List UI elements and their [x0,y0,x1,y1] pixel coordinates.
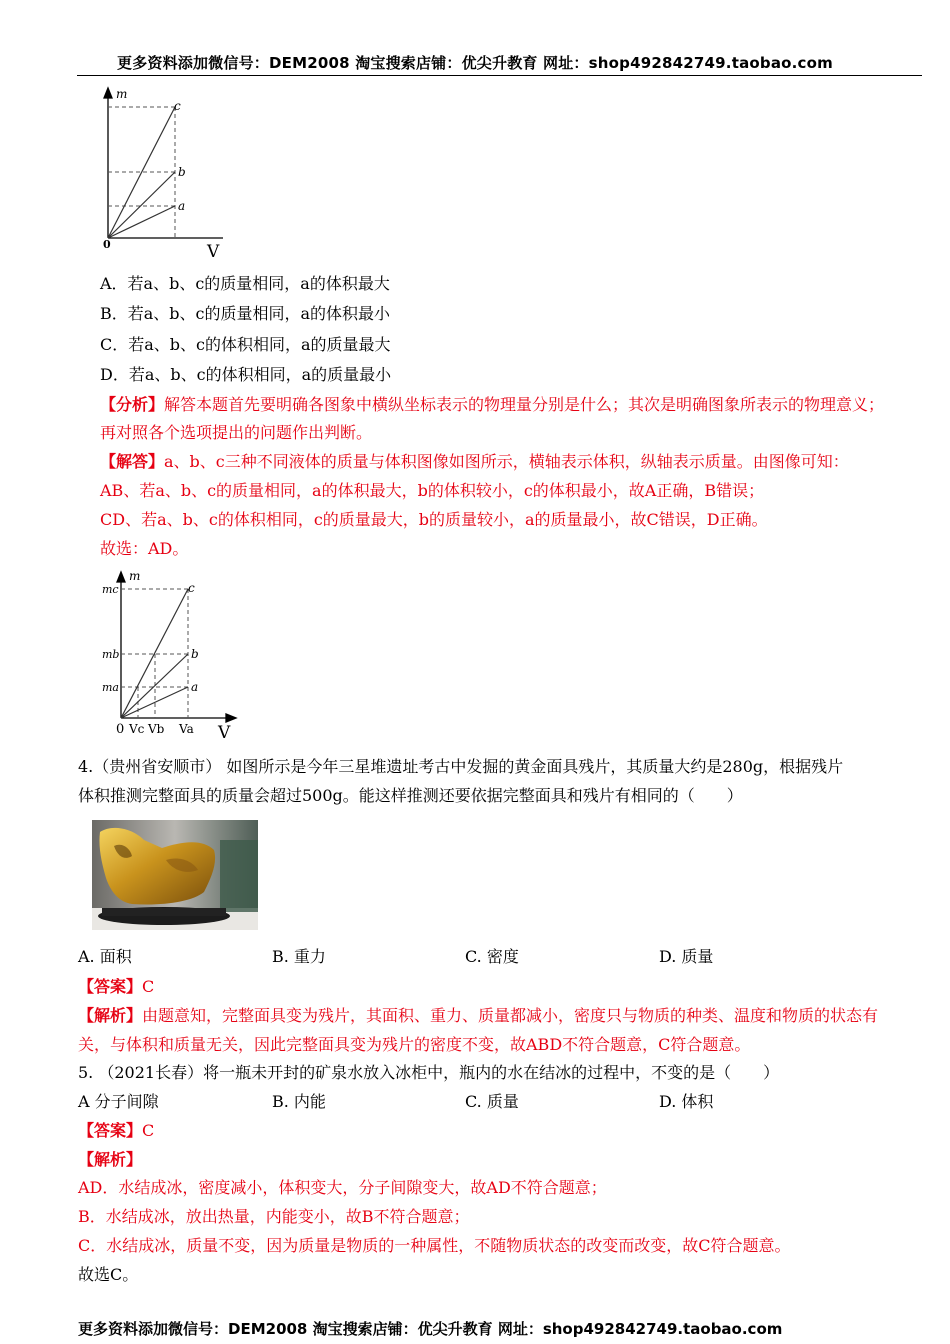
answer-value: C [142,977,155,996]
q5-explain-1: AD．水结成冰，密度减小，体积变大，分子间隙变大，故AD不符合题意； [78,1178,607,1197]
mass-volume-graph-2 [100,568,245,743]
graph1-line-b: b [178,165,186,179]
q3-choice: 故选：AD。 [100,539,189,558]
graph2-y-label: m [129,569,141,583]
graph1-y-label: m [116,87,128,101]
q5-option-d: D. 体积 [659,1092,714,1111]
q5-answer [78,1120,154,1142]
page-footer: 更多资料添加微信号：DEM2008 淘宝搜索店铺：优尖升教育 网址：shop492842749.taobao.com [78,1320,783,1338]
page-header: 更多资料添加微信号：DEM2008 淘宝搜索店铺：优尖升教育 网址：shop492842749.taobao.com [117,54,833,72]
graph2-tick-vc: Vc [129,722,145,736]
explain-text-1: 由题意知，完整面具变为残片，其面积、重力、质量都减小，密度只与物质的种类、温度和物质的状态有 [142,1006,879,1025]
solution-text-1: a、b、c三种不同液体的质量与体积图像如图所示，横轴表示体积，纵轴表示质量。由图像可知： [164,452,849,471]
graph2-line-a: a [191,680,199,694]
graph2-tick-va: Va [179,722,194,736]
q4-explain-1 [78,1005,878,1027]
graph2-origin: 0 [116,722,125,737]
q5-option-b: B. 内能 [272,1092,326,1111]
gold-mask-photo [92,820,258,930]
analysis-text-1: 解答本题首先要明确各图象中横纵坐标表示的物理量分别是什么；其次是明确图象所表示的物理意义； [164,395,885,414]
mass-volume-graph-1 [95,85,235,260]
graph2-line-c: c [188,581,195,595]
q4-option-c: C. 密度 [465,947,519,966]
graph2-x-label: V [218,723,231,743]
q3-solution-3: CD、若a、b、c的体积相同，c的质量最大，b的质量较小，a的质量最小，故C错误，D正确。 [100,510,768,529]
graph2-line-b: b [191,647,199,661]
q5-option-c: C. 质量 [465,1092,519,1111]
graph1-x-label: V [207,242,220,260]
q4-option-d: D. 质量 [659,947,714,966]
q3-solution-1 [100,451,849,473]
answer-tag: 【答案】 [78,1121,143,1140]
q4-explain-2: 关，与体积和质量无关，因此完整面具变为残片的密度不变，故ABD不符合题意，C符合题意。 [78,1035,751,1054]
q4-question-line-2: 体积推测完整面具的质量会超过500g。能这样推测还要依据完整面具和残片有相同的（ ） [78,786,743,805]
q4-option-b: B. 重力 [272,947,326,966]
q4-answer [78,976,154,998]
graph2-tick-mc: mc [102,583,119,596]
q5-question-line-1: 5. （2021长春）将一瓶未开封的矿泉水放入冰柜中，瓶内的水在结冰的过程中，不变的是（ ） [78,1063,780,1082]
answer-value: C [142,1121,155,1140]
q3-analysis-1 [100,394,884,416]
q5-explain-2: B．水结成冰，放出热量，内能变小，故B不符合题意； [78,1207,470,1226]
graph2-tick-vb: Vb [148,722,165,736]
q3-analysis-2: 再对照各个选项提出的问题作出判断。 [100,423,373,442]
explain-tag: 【解析】 [78,1006,143,1025]
q4-question-line-1: 4.（贵州省安顺市） 如图所示是今年三星堆遗址考古中发掘的黄金面具残片，其质量大约是280g，根据残片 [78,757,844,776]
graph1-line-c: c [174,99,181,113]
q5-option-a: A 分子间隙 [78,1092,159,1111]
q3-solution-2: AB、若a、b、c的质量相同，a的体积最大，b的体积较小，c的体积最小，故A正确，B错误； [100,481,765,500]
q5-explain-3: C．水结成冰，质量不变，因为质量是物质的一种属性，不随物质状态的改变而改变，故C符合题意。 [78,1236,791,1255]
q3-option-c: C．若a、b、c的体积相同，a的质量最大 [100,335,391,354]
graph1-line-a: a [178,199,186,213]
graph2-tick-mb: mb [102,648,120,661]
solution-tag: 【解答】 [100,452,165,471]
q3-option-a: A．若a、b、c的质量相同，a的体积最大 [100,274,390,293]
q3-option-b: B．若a、b、c的质量相同，a的体积最小 [100,304,391,323]
q5-choice: 故选C。 [78,1265,139,1284]
graph2-tick-ma: ma [102,681,119,694]
analysis-tag: 【分析】 [100,395,165,414]
q5-explain-tag: 【解析】 [78,1150,143,1169]
q4-option-a: A. 面积 [78,947,132,966]
header-divider [77,75,922,76]
graph1-origin: 0 [103,238,111,251]
q3-option-d: D．若a、b、c的体积相同，a的质量最小 [100,365,392,384]
answer-tag: 【答案】 [78,977,143,996]
